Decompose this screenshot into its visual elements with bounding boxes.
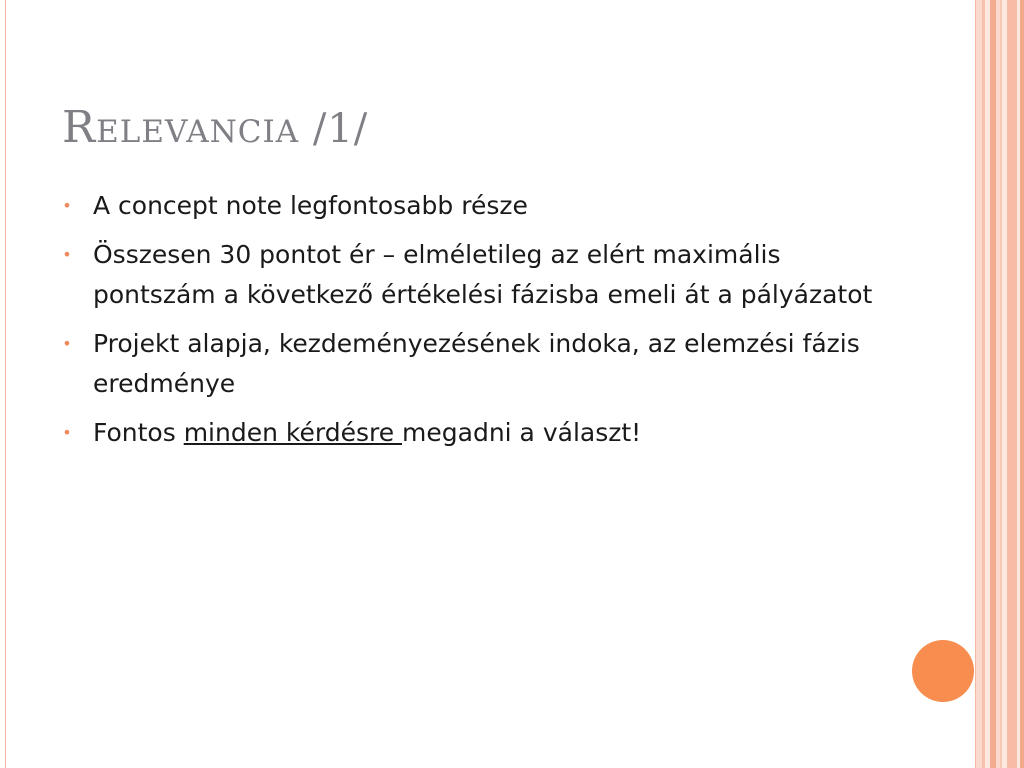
decorative-stripes <box>976 0 1024 768</box>
bullet-item <box>60 324 880 404</box>
bullet-item <box>60 186 880 226</box>
bullet-marker: • <box>62 423 72 442</box>
stripe <box>990 0 996 768</box>
stripe <box>1007 0 1017 768</box>
bullet-marker: • <box>62 245 72 264</box>
bullet-text: A concept note legfontosabb része <box>93 191 528 220</box>
bullet-text-underlined: minden kérdésre <box>183 418 403 447</box>
bullet-item <box>60 413 880 453</box>
bullet-marker: • <box>62 196 72 215</box>
decorative-circle <box>912 640 974 702</box>
bullet-text: Összesen 30 pontot ér – elméletileg az elért maximális pontszám a következő értékelési fázisba emeli át a pályázatot <box>93 240 873 309</box>
bullet-item <box>60 235 880 315</box>
bullet-marker: • <box>62 334 72 353</box>
stripe <box>1020 0 1024 768</box>
title-rest: ELEVANCIA <box>96 114 300 150</box>
bullet-list <box>60 186 880 462</box>
bullet-text-after: megadni a választ! <box>402 418 642 447</box>
title-initial: R <box>62 102 97 153</box>
title-suffix: /1/ <box>299 106 369 152</box>
bullet-text-before: Fontos <box>93 418 184 447</box>
bullet-text: Projekt alapja, kezdeményezésének indoka, az elemzési fázis eredménye <box>93 329 860 398</box>
slide-title <box>62 102 368 153</box>
